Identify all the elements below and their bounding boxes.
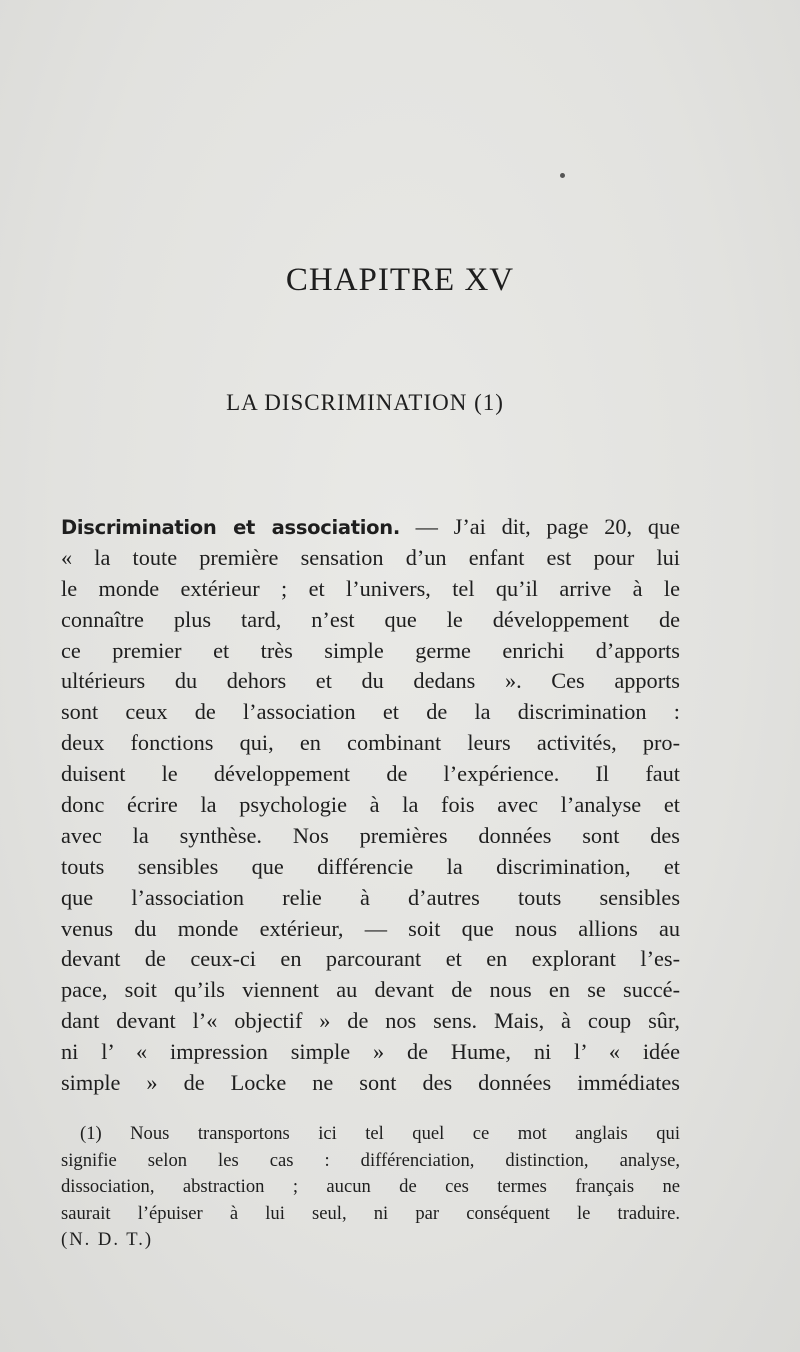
paragraph-line: ultérieurs du dehors et du dedans ». Ces apports bbox=[61, 668, 680, 694]
paragraph-line: devant de ceux-ci en parcourant et en explorant l’es- bbox=[61, 946, 680, 972]
paragraph-line: deux fonctions qui, en combinant leurs activités, pro- bbox=[61, 730, 680, 756]
paragraph-line: donc écrire la psychologie à la fois avec l’analyse et bbox=[61, 792, 680, 818]
paragraph-line: le monde extérieur ; et l’univers, tel qu’il arrive à le bbox=[61, 575, 680, 601]
footnote-line: signifie selon les cas : différenciation, distinction, analyse, bbox=[61, 1149, 680, 1171]
body-paragraph bbox=[61, 512, 680, 1099]
chapter-title: CHAPITRE XV bbox=[285, 262, 515, 298]
ink-speck bbox=[560, 173, 565, 178]
paragraph-line: sont ceux de l’association et de la discrimination : bbox=[61, 699, 680, 725]
footnote-line: saurait l’épuiser à lui seul, ni par conséquent le traduire. bbox=[61, 1202, 680, 1224]
paragraph-line: connaître plus tard, n’est que le développement de bbox=[61, 606, 680, 632]
paragraph-line: dant devant l’« objectif » de nos sens. Mais, à coup sûr, bbox=[61, 1008, 680, 1034]
paragraph-line: « la toute première sensation d’un enfant est pour lui bbox=[61, 544, 680, 570]
translator-note-mark: (N. D. T.) bbox=[61, 1229, 154, 1251]
paragraph-line: que l’association relie à d’autres touts sensibles bbox=[61, 884, 680, 910]
paragraph-line: ce premier et très simple germe enrichi d’apports bbox=[61, 637, 680, 663]
paragraph-run-in-heading: Discrimination et association. bbox=[61, 516, 400, 539]
paragraph-line: ni l’ « impression simple » de Hume, ni l’ « idée bbox=[61, 1039, 680, 1065]
paragraph-line-text: — J’ai dit, page 20, que bbox=[399, 514, 681, 539]
paragraph-line: simple » de Locke ne sont des données immédiates bbox=[61, 1070, 680, 1096]
paragraph-line: touts sensibles que différencie la discrimination, et bbox=[61, 853, 680, 879]
footnote bbox=[61, 1121, 680, 1254]
footnote-line: dissociation, abstraction ; aucun de ces termes français ne bbox=[61, 1176, 680, 1198]
paragraph-line: duisent le développement de l’expérience. Il faut bbox=[61, 761, 680, 787]
paragraph-line: pace, soit qu’ils viennent au devant de nous en se succé- bbox=[61, 977, 680, 1003]
section-title: LA DISCRIMINATION (1) bbox=[226, 390, 504, 415]
paragraph-line: venus du monde extérieur, — soit que nous allions au bbox=[61, 915, 680, 941]
paragraph-line bbox=[61, 512, 680, 543]
footnote-line: (1) Nous transportons ici tel quel ce mot anglais qui bbox=[80, 1123, 680, 1144]
paragraph-line: avec la synthèse. Nos premières données sont des bbox=[61, 822, 680, 848]
